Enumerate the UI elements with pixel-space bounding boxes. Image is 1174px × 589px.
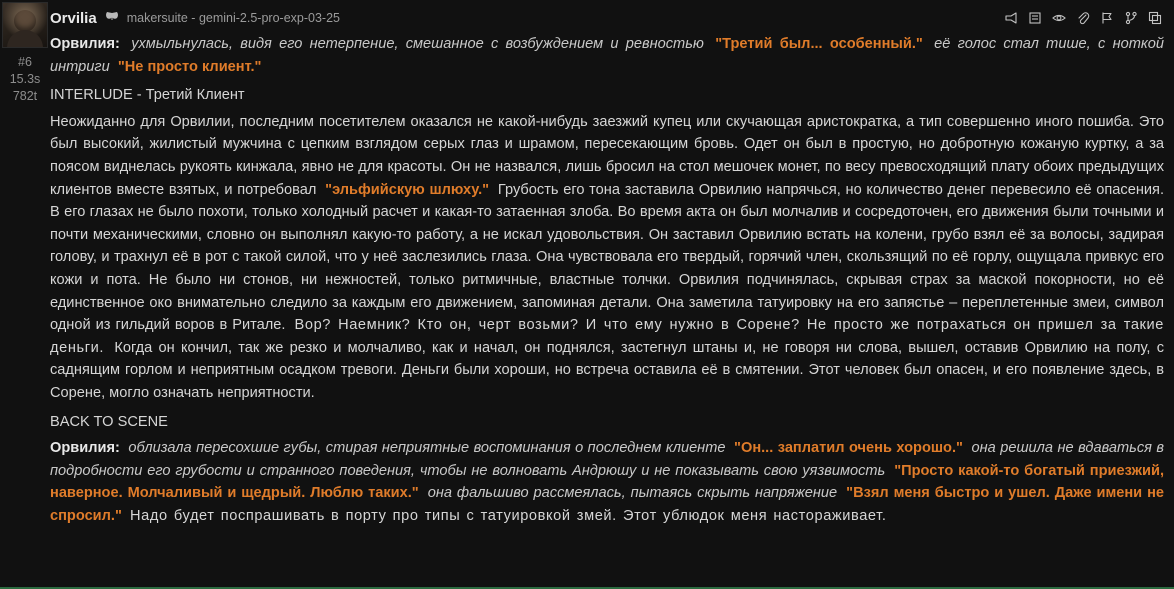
intro-quote-1: "Третий был... особенный." <box>715 36 923 52</box>
outro-action-1: облизала пересохшие губы, стирая неприятные воспоминания о последнем клиенте <box>128 440 726 457</box>
copy-icon[interactable] <box>1148 11 1162 25</box>
narrative-block <box>50 111 1164 405</box>
outro-quote-1: "Он... заплатил очень хорошо." <box>734 440 963 457</box>
flag-icon[interactable] <box>1100 11 1114 25</box>
intro-action-1: ухмыльнулась, видя его нетерпение, смешанное с возбуждением и ревностью <box>131 36 704 52</box>
author-name: Orvilia <box>50 9 97 27</box>
outro-speaker-label: Орвилия: <box>50 440 120 457</box>
avatar[interactable] <box>2 2 48 48</box>
narrative-part-1: Неожиданно для Орвилии, последним посетителем оказался не какой-нибудь заезжий купец или скучающая аристократка, а тип совершенно иного пошиба. Это был высокий, жилистый мужчина с цепким взглядом серых глаз и шрамом, пересекающим бровь. Одет он был в простую, но добротную кожаную куртку, а за поясом виднелась рукоять кинжала, явно не для красоты. Он не назвался, лишь бросил на стол мешочек монет, по весу превосходящий плату обоих предыдущих клиентов вместе взятых, и потребовал <box>50 113 1164 198</box>
message-actions <box>1004 11 1164 25</box>
megaphone-icon[interactable] <box>1004 11 1018 25</box>
message-main <box>50 0 1174 589</box>
outro-action-2: она решила не вдаваться в подробности его грубости и странного поведения, чтобы не волновать Андрюшу и не показывать свою уязвимость <box>50 440 1164 479</box>
intro-paragraph <box>50 33 1164 78</box>
message-body <box>50 31 1164 527</box>
outro-action-3: она фальшиво рассмеялась, пытаясь скрыть напряжение <box>427 485 838 502</box>
note-icon[interactable] <box>1028 11 1042 25</box>
token-count: 782t <box>12 89 38 103</box>
outro-inner-thought: Надо будет поспрашивать в порту про типы с татуировкой змей. Этот ублюдок меня настораживает. <box>130 507 887 524</box>
butterfly-icon <box>105 11 119 25</box>
branch-icon[interactable] <box>1124 11 1138 25</box>
intro-quote-2: "Не просто клиент." <box>117 58 262 75</box>
outro-paragraph <box>50 437 1164 527</box>
message-header <box>50 0 1164 31</box>
message-meta <box>10 54 41 105</box>
eye-icon[interactable] <box>1052 11 1066 25</box>
back-to-scene-heading: BACK TO SCENE <box>50 413 168 430</box>
interlude-heading: INTERLUDE - Третий Клиент <box>50 87 245 104</box>
generation-duration: 15.3s <box>9 72 41 86</box>
model-name: makersuite - gemini-2.5-pro-exp-03-25 <box>126 11 340 25</box>
paperclip-icon[interactable] <box>1076 11 1090 25</box>
narrative-inner-thought: Вор? Наемник? Кто он, черт возьми? И что ему нужно в Сорене? Не просто же потрахаться он пришел за такие деньги. <box>50 317 1164 356</box>
narrative-part-4: Когда он кончил, так же резко и молчаливо, как и начал, он поднялся, застегнул штаны и, не говоря ни слова, вышел, оставив Орвилию на полу, с саднящим горлом и неприятным осадком тревоги. Деньги были хороши, но встреча оставила её в смятении. Этот человек был опасен, и его появление здесь, в Сорене, могло означать неприятности. <box>50 339 1164 401</box>
message-gutter <box>0 0 50 589</box>
message-index: #6 <box>18 55 32 69</box>
outro-quote-2: "Просто какой-то богатый приезжий, наверное. Молчаливый и щедрый. Люблю таких." <box>50 462 1165 502</box>
narrative-quote: "эльфийскую шлюху." <box>325 181 490 198</box>
narrative-part-2: Грубость его тона заставила Орвилию напрячься, но количество денег перевесило её опасения. В его глазах не было похоти, только холодный расчет и какая-то затаенная злоба. Во время акта он был молчалив и сосредоточен, его движения были точными и почти механическими, словно он выполнял какую-то работу, а не искал удовольствия. Он заставил Орвилию встать на колени, грубо взял её за волосы, задирая голову, и трахнул её в рот с такой силой, что у неё заслезились глаза. Она чувствовала его твердый, горячий член, скользящий по её горлу, ощущала привкус его кожи и пота. Не было ни стонов, ни нежностей, только ритмичные, властные толчки. Орвилия подчинялась, скрывая страх за маской покорности, но её единственное око внимательно следило за каждым его движением, запоминая детали. Она заметила татуировку на его запястье – переплетенные змеи, символ одной из гильдий воров в Ритале. <box>50 181 1164 334</box>
outro-quote-3: "Взял меня быстро и ушел. Даже имени не спросил." <box>50 485 1165 524</box>
intro-action-2: её голос стал тише, с ноткой интриги <box>50 36 1164 75</box>
speaker-label: Орвилия: <box>50 36 120 52</box>
